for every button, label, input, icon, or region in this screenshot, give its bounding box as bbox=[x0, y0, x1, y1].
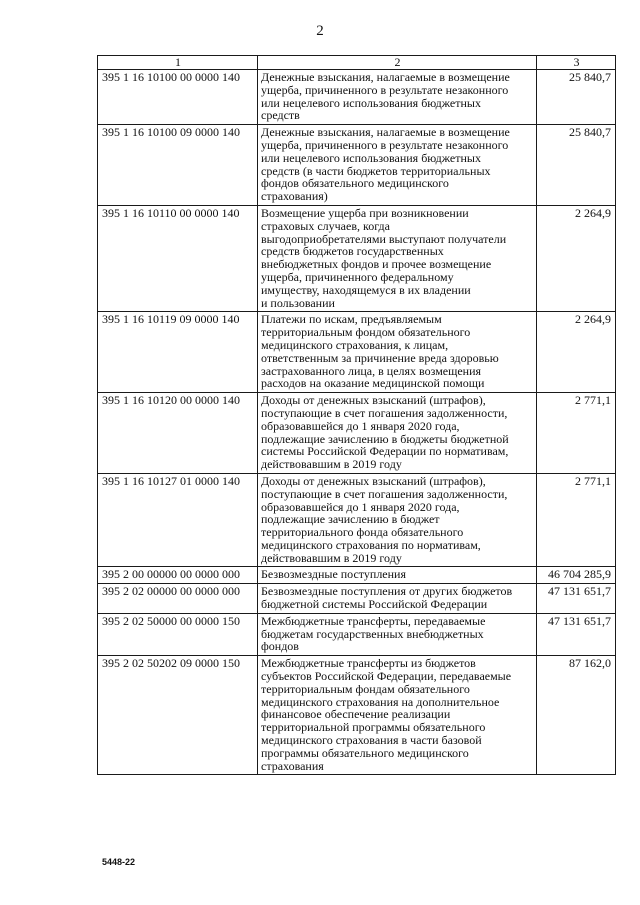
revenue-name-line: субъектов Российской Федерации, передаваемые bbox=[261, 669, 512, 684]
revenue-name-line: образовавшейся до 1 января 2020 года, bbox=[261, 499, 460, 514]
revenue-code-cell: 395 1 16 10110 00 0000 140 bbox=[98, 205, 258, 311]
revenue-name-line: медицинского страхования в части базовой bbox=[261, 733, 482, 748]
revenue-name-line: и пользовании bbox=[261, 295, 335, 310]
revenue-name-line: Доходы от денежных взысканий (штрафов), bbox=[261, 473, 486, 488]
revenue-name-line: медицинского страхования, к лицам, bbox=[261, 337, 449, 352]
column-header-amount: 3 bbox=[537, 56, 616, 70]
revenue-name-line: или нецелевого использования бюджетных bbox=[261, 95, 481, 110]
revenue-name-line: медицинского страхования на дополнительное bbox=[261, 694, 500, 709]
revenue-name-line: бюджетам государственных внебюджетных bbox=[261, 626, 484, 641]
revenue-name-line: бюджетной системы Российской Федерации bbox=[261, 597, 488, 612]
amount-cell: 2 264,9 bbox=[537, 312, 616, 393]
revenue-name-line: Денежные взыскания, налагаемые в возмещение bbox=[261, 125, 510, 140]
revenue-name-line: расходов на оказание медицинской помощи bbox=[261, 376, 485, 391]
revenue-code-cell: 395 2 02 00000 00 0000 000 bbox=[98, 584, 258, 614]
revenue-name-line: фондов обязательного медицинского bbox=[261, 176, 449, 191]
revenue-code-cell: 395 1 16 10127 01 0000 140 bbox=[98, 473, 258, 567]
revenue-name-line: выгодоприобретателями выступают получатели bbox=[261, 231, 507, 246]
revenue-name-line: территориальным фондом обязательного bbox=[261, 325, 471, 340]
revenue-code-cell: 395 2 00 00000 00 0000 000 bbox=[98, 567, 258, 584]
column-header-name: 2 bbox=[258, 56, 537, 70]
table-row bbox=[98, 70, 616, 125]
revenue-name-line: подлежащие зачислению в бюджет bbox=[261, 512, 440, 527]
revenue-name-line: территориальной программы обязательного bbox=[261, 720, 486, 735]
revenue-name-cell bbox=[258, 656, 537, 775]
revenue-name-cell bbox=[258, 567, 537, 584]
budget-revenue-table bbox=[97, 55, 616, 775]
revenue-name-line: образовавшейся до 1 января 2020 года, bbox=[261, 418, 460, 433]
revenue-name-cell bbox=[258, 205, 537, 311]
amount-cell: 2 264,9 bbox=[537, 205, 616, 311]
table-row bbox=[98, 473, 616, 567]
amount-cell: 25 840,7 bbox=[537, 125, 616, 206]
revenue-code-cell: 395 1 16 10119 09 0000 140 bbox=[98, 312, 258, 393]
revenue-name-line: системы Российской Федерации по нормативам, bbox=[261, 444, 509, 459]
column-header-code: 1 bbox=[98, 56, 258, 70]
table-row bbox=[98, 393, 616, 474]
revenue-name-line: Возмещение ущерба при возникновении bbox=[261, 205, 469, 220]
revenue-name-cell bbox=[258, 312, 537, 393]
revenue-name-line: страховых случаев, когда bbox=[261, 218, 390, 233]
revenue-name-line: средств (в части бюджетов территориальных bbox=[261, 163, 491, 178]
table-row bbox=[98, 125, 616, 206]
revenue-name-line: ущерба, причиненного в результате незаконного bbox=[261, 82, 509, 97]
revenue-name-line: территориальным фондам обязательного bbox=[261, 681, 470, 696]
table-row bbox=[98, 613, 616, 655]
revenue-name-line: Доходы от денежных взысканий (штрафов), bbox=[261, 393, 486, 408]
amount-cell: 25 840,7 bbox=[537, 70, 616, 125]
amount-cell: 2 771,1 bbox=[537, 473, 616, 567]
amount-cell: 87 162,0 bbox=[537, 656, 616, 775]
revenue-code-cell: 395 1 16 10100 00 0000 140 bbox=[98, 70, 258, 125]
revenue-name-line: Межбюджетные трансферты из бюджетов bbox=[261, 656, 476, 671]
revenue-name-line: действовавшим в 2019 году bbox=[261, 457, 402, 472]
revenue-name-line: средств бюджетов государственных bbox=[261, 244, 444, 259]
revenue-name-line: средств bbox=[261, 108, 300, 123]
revenue-name-line: территориального фонда обязательного bbox=[261, 525, 464, 540]
revenue-code-cell: 395 2 02 50000 00 0000 150 bbox=[98, 613, 258, 655]
table-row bbox=[98, 205, 616, 311]
amount-cell: 46 704 285,9 bbox=[537, 567, 616, 584]
table-row bbox=[98, 567, 616, 584]
page-number: 2 bbox=[316, 23, 324, 39]
revenue-name-line: Безвозмездные поступления от других бюджетов bbox=[261, 584, 513, 599]
revenue-name-cell bbox=[258, 125, 537, 206]
table-row bbox=[98, 656, 616, 775]
revenue-name-line: поступающие в счет погашения задолженности, bbox=[261, 405, 508, 420]
revenue-name-cell bbox=[258, 584, 537, 614]
revenue-name-line: программы обязательного медицинского bbox=[261, 745, 469, 760]
revenue-name-cell bbox=[258, 70, 537, 125]
revenue-name-line: действовавшим в 2019 году bbox=[261, 550, 402, 565]
revenue-name-line: или нецелевого использования бюджетных bbox=[261, 150, 481, 165]
table-row bbox=[98, 312, 616, 393]
amount-cell: 2 771,1 bbox=[537, 393, 616, 474]
revenue-name-line: фондов bbox=[261, 639, 299, 654]
revenue-name-line: Безвозмездные поступления bbox=[261, 567, 406, 582]
revenue-name-cell bbox=[258, 473, 537, 567]
revenue-name-line: подлежащие зачислению в бюджеты бюджетной bbox=[261, 431, 509, 446]
revenue-name-line: финансовое обеспечение реализации bbox=[261, 707, 451, 722]
revenue-name-line: Денежные взыскания, налагаемые в возмещение bbox=[261, 70, 510, 84]
amount-cell: 47 131 651,7 bbox=[537, 613, 616, 655]
table-header-row bbox=[98, 56, 616, 70]
revenue-name-line: ответственным за причинение вреда здоровью bbox=[261, 350, 499, 365]
revenue-name-line: ущерба, причиненного в результате незаконного bbox=[261, 137, 509, 152]
revenue-name-line: застрахованного лица, в целях возмещения bbox=[261, 363, 482, 378]
revenue-name-cell bbox=[258, 393, 537, 474]
amount-cell: 47 131 651,7 bbox=[537, 584, 616, 614]
revenue-code-cell: 395 1 16 10100 09 0000 140 bbox=[98, 125, 258, 206]
table-row bbox=[98, 584, 616, 614]
revenue-name-line: внебюджетных фондов и прочее возмещение bbox=[261, 257, 492, 272]
revenue-name-line: Межбюджетные трансферты, передаваемые bbox=[261, 613, 486, 628]
revenue-name-line: имуществу, находящемуся в их владении bbox=[261, 282, 471, 297]
revenue-name-line: медицинского страхования по нормативам, bbox=[261, 537, 481, 552]
revenue-name-line: Платежи по искам, предъявляемым bbox=[261, 312, 442, 327]
revenue-name-cell bbox=[258, 613, 537, 655]
revenue-name-line: ущерба, причиненного федеральному bbox=[261, 269, 454, 284]
revenue-name-line: страхования) bbox=[261, 189, 328, 204]
document-code: 5448-22 bbox=[102, 857, 136, 867]
revenue-name-line: поступающие в счет погашения задолженности, bbox=[261, 486, 508, 501]
revenue-code-cell: 395 2 02 50202 09 0000 150 bbox=[98, 656, 258, 775]
revenue-name-line: страхования bbox=[261, 758, 324, 773]
revenue-code-cell: 395 1 16 10120 00 0000 140 bbox=[98, 393, 258, 474]
